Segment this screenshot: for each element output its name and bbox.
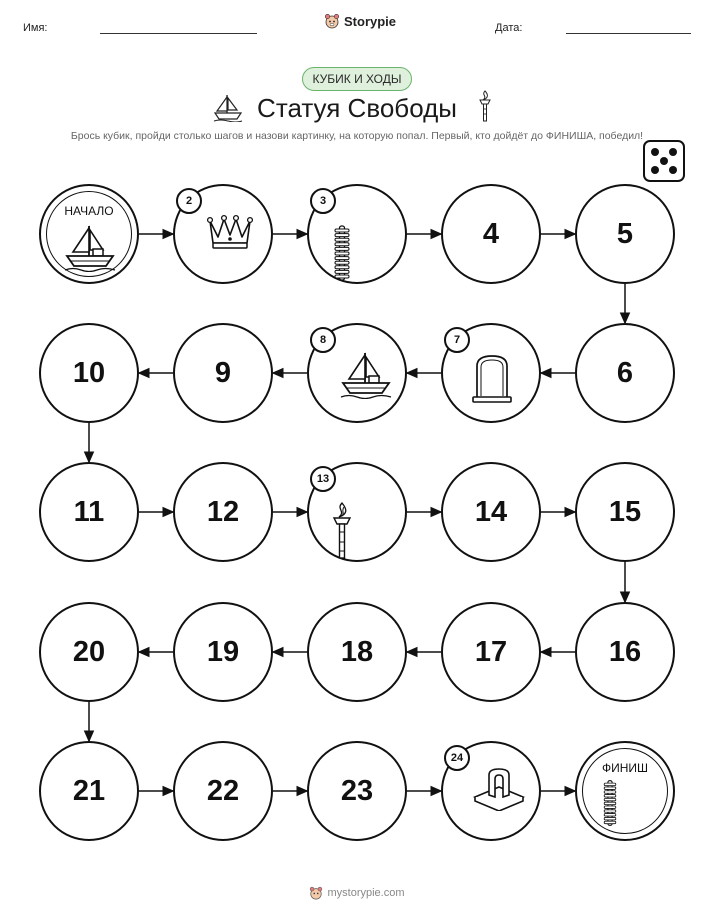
space-number: 17 [474,635,508,668]
finish-space [575,741,675,841]
footer-site: mystorypie.com [327,887,405,899]
date-label: Дата: [495,22,523,34]
brand-name: Storypie [344,13,397,29]
board-space [441,323,541,423]
board-space [575,323,675,423]
space-number: 14 [474,495,508,528]
space-number: 15 [608,495,642,528]
space-number-badge: 2 [176,188,202,214]
board-space [173,741,273,841]
board-space [441,462,541,562]
footer [0,886,714,900]
boat-icon [63,222,117,277]
space-number: 16 [608,635,642,668]
boat-icon [339,349,393,404]
board-space [307,323,407,423]
board-space [441,741,541,841]
start-space [39,184,139,284]
board-space [39,323,139,423]
space-number-badge: 7 [444,327,470,353]
board-space [441,184,541,284]
board-space [173,323,273,423]
start-label: НАЧАЛО [64,204,114,218]
spine-icon [598,779,622,832]
torch-icon [329,501,355,566]
space-number-badge: 13 [310,466,336,492]
category-tag: КУБИК И ХОДЫ [302,67,412,91]
space-number: 12 [206,495,240,528]
space-number: 18 [340,635,374,668]
board-space [39,602,139,702]
space-number: 6 [616,356,634,389]
space-number: 9 [214,356,232,389]
board-space [307,184,407,284]
spine-icon [330,224,354,287]
storypie-logo-icon [309,886,323,900]
space-number: 22 [206,774,240,807]
board-space [39,462,139,562]
board-space [173,602,273,702]
space-number: 10 [72,356,106,389]
board-space [307,741,407,841]
space-number-badge: 24 [444,745,470,771]
page-title: Статуя Свободы [257,93,457,123]
space-number-badge: 3 [310,188,336,214]
finish-label: ФИНИШ [601,761,649,775]
space-number: 5 [616,217,634,250]
board-space [441,602,541,702]
board-space [575,462,675,562]
board-space [575,184,675,284]
board-space [39,741,139,841]
space-number: 4 [482,217,500,250]
pedestal-icon [471,765,527,816]
space-number: 20 [72,635,106,668]
board-space [173,184,273,284]
space-number: 21 [72,774,106,807]
tablet-icon [469,352,515,409]
space-number: 23 [340,774,374,807]
board-space [307,602,407,702]
crown-icon [205,211,255,256]
space-number: 11 [73,495,105,528]
space-number-badge: 8 [310,327,336,353]
space-number: 19 [206,635,240,668]
name-label: Имя: [23,22,48,34]
board-space [307,462,407,562]
board-space [173,462,273,562]
instructions: Брось кубик, пройди столько шагов и назови картинку, на которую попал. Первый, кто дойдёт до ФИНИША, победил! [70,130,644,142]
board-space [575,602,675,702]
